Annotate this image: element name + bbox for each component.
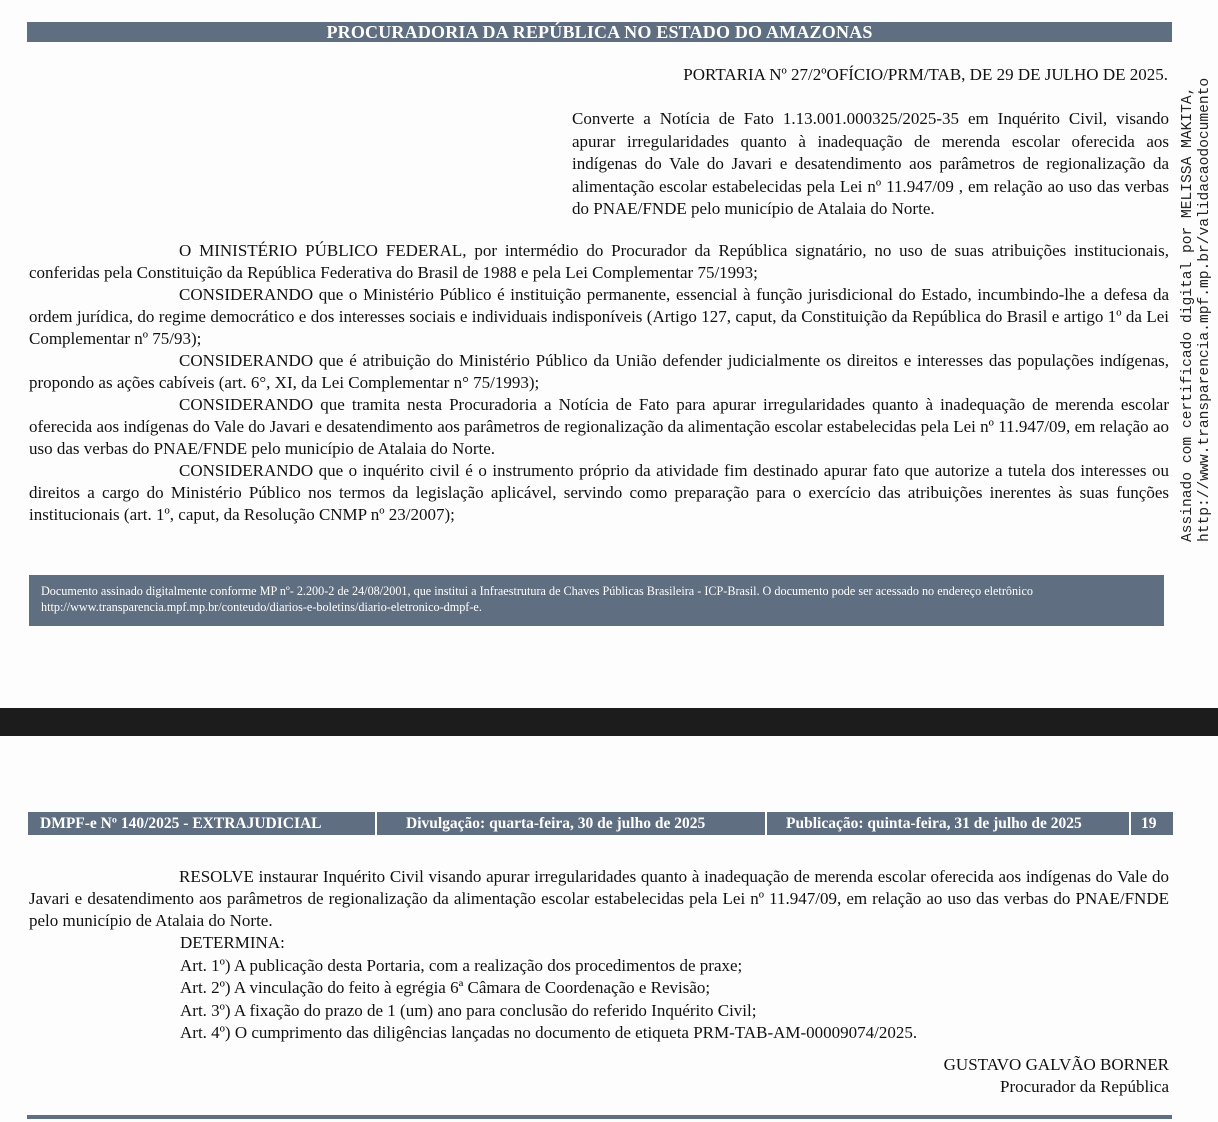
- resolve-paragraph: [29, 866, 1169, 932]
- stamp-line-signer: Assinado com certificado digital por MELISSA MAKITA,: [1180, 86, 1196, 542]
- portaria-ementa: Converte a Notícia de Fato 1.13.001.000325/2025-35 em Inquérito Civil, visando apurar irregularidades quanto à inadequação de merenda escolar oferecida aos indígenas do Vale do Javari e desatendimento aos parâmetros de regionalização da alimentação escolar estabelecidas pela Lei nº 11.947/09 , em relação ao uso das verbas do PNAE/FNDE pelo município de Atalaia do Norte.: [572, 109, 1169, 218]
- bar-separator: [1129, 812, 1131, 835]
- vertical-signature-stamp: [1180, 0, 1218, 542]
- section-header: PROCURADORIA DA REPÚBLICA NO ESTADO DO AMAZONAS: [27, 22, 1172, 42]
- stamp-line-url: http://www.transparencia.mpf.mp.br/validacaodocumento: [1197, 77, 1213, 542]
- page-gap: [0, 708, 1218, 736]
- article-item: Art. 2º) A vinculação do feito à egrégia 6ª Câmara de Coordenação e Revisão;: [180, 978, 711, 997]
- article-item: Art. 1º) A publicação desta Portaria, com a realização dos procedimentos de praxe;: [180, 955, 743, 975]
- article-item: Art. 3º) A fixação do prazo de 1 (um) ano para conclusão do referido Inquérito Civil;: [180, 1000, 757, 1020]
- determina-label: DETERMINA:: [180, 933, 285, 952]
- paragraph-considerando: CONSIDERANDO que é atribuição do Ministério Público da União defender judicialmente os direitos e interesses das populações indígenas, propondo as ações cabíveis (art. 6°, XI, da Lei Complementar n° 75/1993);: [29, 351, 1169, 392]
- paragraph-considerando: CONSIDERANDO que tramita nesta Procuradoria a Notícia de Fato para apurar irregularidades quanto à inadequação de merenda escolar oferecida aos indígenas do Vale do Javari e desatendimento aos parâmetros de regionalização da alimentação escolar estabelecidas pela Lei nº 11.947/09, em relação ao uso das verbas do PNAE/FNDE pelo município de Atalaia do Norte.: [29, 395, 1169, 458]
- signer-role: Procurador da República: [1000, 1077, 1169, 1096]
- bar-separator: [375, 812, 377, 835]
- dmpf-divulgacao: Divulgação: quarta-feira, 30 de julho de 2025: [406, 815, 706, 832]
- article-item: Art. 4º) O cumprimento das diligências lançadas no documento de etiqueta PRM-TAB-AM-00009074/2025.: [180, 1023, 918, 1042]
- determina-block: [180, 932, 1170, 1045]
- dmpf-edition: DMPF-e Nº 140/2025 - EXTRAJUDICIAL: [40, 815, 322, 832]
- digital-signature-note: Documento assinado digitalmente conforme MP nº- 2.200-2 de 24/08/2001, que institui a Infraestrutura de Chaves Públicas Brasileira - ICP-Brasil. O documento pode ser acessado no endereço eletrônico http://www.transparencia.mpf.mp.br/conteudo/diarios-e-boletins/diario-eletronico-dmpf-e.: [29, 575, 1164, 626]
- paragraph-considerando: CONSIDERANDO que o Ministério Público é instituição permanente, essencial à função jurisdicional do Estado, incumbindo-lhe a defesa da ordem jurídica, do regime democrático e dos interesses sociais e individuais indisponíveis (Artigo 127, caput, da Constituição da República do Brasil e artigo 1º da Lei Complementar nº 75/93);: [29, 285, 1169, 348]
- dmpf-publicacao: Publicação: quinta-feira, 31 de julho de 2025: [786, 815, 1082, 832]
- dmpf-header-bar: [28, 812, 1173, 835]
- paragraph-preamble: O MINISTÉRIO PÚBLICO FEDERAL, por intermédio do Procurador da República signatário, no uso de suas atribuições institucionais, conferidas pela Constituição da República Federativa do Brasil de 1988 e pela Lei Complementar 75/1993;: [29, 241, 1169, 282]
- portaria-body: [29, 240, 1169, 526]
- resolve-text: RESOLVE instaurar Inquérito Civil visando apurar irregularidades quanto à inadequação de merenda escolar oferecida aos indígenas do Vale do Javari e desatendimento aos parâmetros de regionalização da alimentação escolar estabelecidas pela Lei nº 11.947/09, em relação ao uso das verbas do PNAE/FNDE pelo município de Atalaia do Norte.: [29, 867, 1169, 930]
- bottom-rule: [27, 1115, 1172, 1119]
- signer-name: GUSTAVO GALVÃO BORNER: [943, 1055, 1169, 1074]
- bar-separator: [765, 812, 767, 835]
- page-number: 19: [1141, 815, 1157, 832]
- signer-block: [944, 1054, 1169, 1098]
- portaria-title: PORTARIA Nº 27/2ºOFÍCIO/PRM/TAB, DE 29 DE JULHO DE 2025.: [683, 65, 1168, 84]
- paragraph-considerando: CONSIDERANDO que o inquérito civil é o instrumento próprio da atividade fim destinado apurar fato que autorize a tutela dos interesses ou direitos a cargo do Ministério Público nos termos da legislação aplicável, servindo como preparação para o exercício das atribuições inerentes às suas funções institucionais (art. 1º, caput, da Resolução CNMP nº 23/2007);: [29, 461, 1169, 524]
